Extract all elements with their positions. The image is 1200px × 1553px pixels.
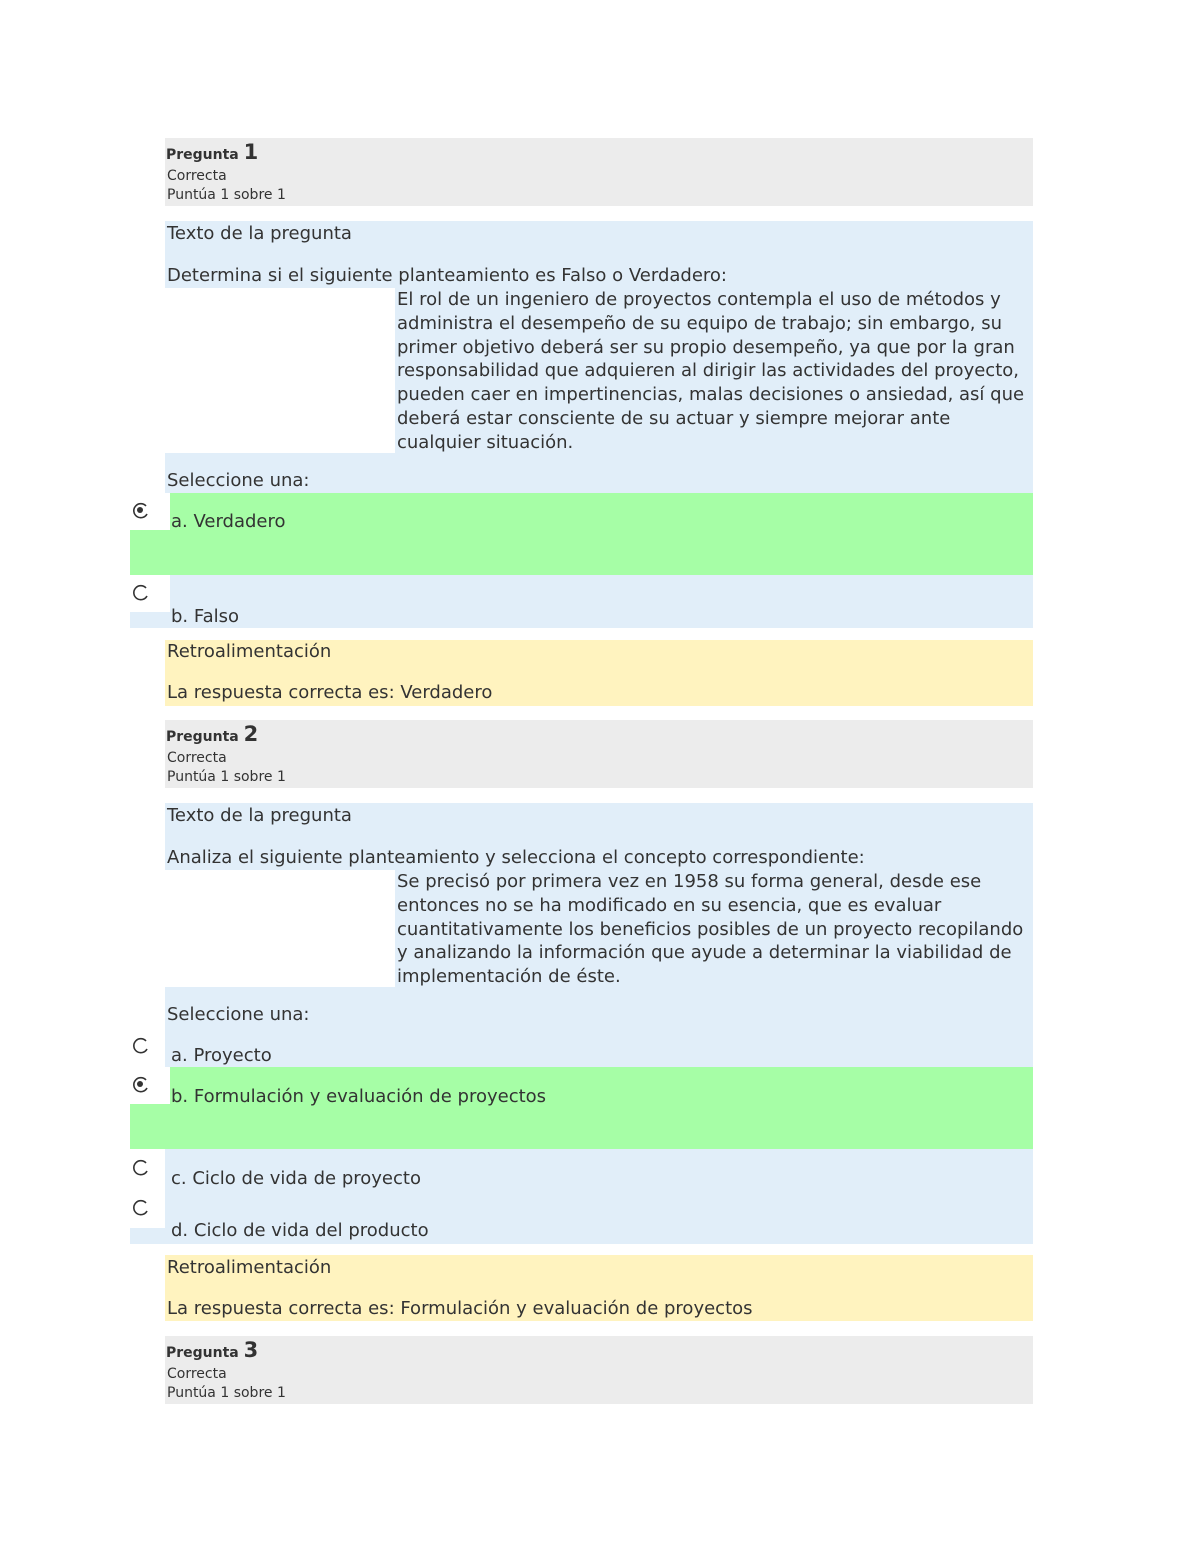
statement-line: entonces no se ha modificado en su esencia, que es evaluar <box>397 894 942 916</box>
question-grade: Puntúa 1 sobre 1 <box>167 769 286 785</box>
feedback-correct-answer: La respuesta correcta es: Verdadero <box>167 682 493 703</box>
answer-option-label[interactable]: c. Ciclo de vida de proyecto <box>171 1168 421 1189</box>
question-number: 1 <box>243 140 259 164</box>
radio-unselected-icon[interactable] <box>131 1157 151 1179</box>
statement-line: pueden caer en impertinencias, malas decisiones o ansiedad, así que <box>397 384 1025 406</box>
answer-highlight <box>130 530 170 575</box>
question-1-indent <box>165 288 395 453</box>
radio-selected-icon[interactable] <box>131 1074 151 1096</box>
answer-option-label: a. Verdadero <box>171 511 286 532</box>
answer-option-label: b. Falso <box>171 606 239 627</box>
question-3-info <box>165 1336 1033 1404</box>
answer-option-label: b. Formulación y evaluación de proyectos <box>171 1086 547 1107</box>
statement-line: primer objetivo deberá ser su propio desempeño, ya que por la gran <box>397 336 1015 358</box>
question-state: Correcta <box>167 1366 227 1382</box>
question-2-indent <box>165 870 395 987</box>
select-one-label: Seleccione una: <box>167 470 310 491</box>
statement-line: El rol de un ingeniero de proyectos contempla el uso de métodos y <box>397 289 1001 310</box>
answer-row-bg <box>130 1228 170 1244</box>
answer-option-label[interactable]: d. Ciclo de vida del producto <box>171 1220 429 1241</box>
statement-line: responsabilidad que adquieren al dirigir las actividades del proyecto, <box>397 360 1019 382</box>
question-title <box>166 140 258 164</box>
radio-unselected-icon[interactable] <box>131 1197 151 1219</box>
question-state: Correcta <box>167 750 227 766</box>
question-statement <box>397 288 1024 455</box>
statement-line: deberá estar consciente de su actuar y siempre mejorar ante <box>397 407 951 429</box>
radio-unselected-icon[interactable] <box>131 582 151 604</box>
question-prompt: Determina si el siguiente planteamiento es Falso o Verdadero: <box>167 265 727 286</box>
statement-line: cualquier situación. <box>397 431 574 453</box>
question-text-heading: Texto de la pregunta <box>167 805 352 826</box>
answer-option-label[interactable]: a. Proyecto <box>171 1045 272 1066</box>
question-label: Pregunta <box>166 1345 239 1361</box>
question-label: Pregunta <box>166 729 239 745</box>
feedback-heading: Retroalimentación <box>167 1257 332 1278</box>
feedback-heading: Retroalimentación <box>167 641 332 662</box>
answer-row-bg <box>130 612 170 628</box>
question-statement <box>397 870 1023 989</box>
question-number: 2 <box>243 722 259 746</box>
statement-line: administra el desempeño de su equipo de trabajo; sin embargo, su <box>397 312 1003 334</box>
statement-line: cuantitativamente los beneficios posibles de un proyecto recopilando <box>397 918 1024 940</box>
statement-line: Se precisó por primera vez en 1958 su forma general, desde ese <box>397 871 982 892</box>
question-number: 3 <box>243 1338 259 1362</box>
question-2-info <box>165 720 1033 788</box>
question-prompt: Analiza el siguiente planteamiento y selecciona el concepto correspondiente: <box>167 847 865 868</box>
answer-highlight <box>130 1104 170 1149</box>
answer-option-b[interactable] <box>170 575 1033 628</box>
radio-unselected-icon[interactable] <box>131 1035 151 1057</box>
question-grade: Puntúa 1 sobre 1 <box>167 1385 286 1401</box>
feedback-correct-answer: La respuesta correcta es: Formulación y evaluación de proyectos <box>167 1298 753 1319</box>
radio-selected-icon[interactable] <box>131 500 151 522</box>
question-label: Pregunta <box>166 147 239 163</box>
question-title <box>166 1338 258 1362</box>
statement-line: implementación de éste. <box>397 966 621 988</box>
question-title <box>166 722 258 746</box>
select-one-label: Seleccione una: <box>167 1004 310 1025</box>
question-1-info <box>165 138 1033 206</box>
question-grade: Puntúa 1 sobre 1 <box>167 187 286 203</box>
answer-option-a[interactable] <box>170 493 1033 575</box>
statement-line: y analizando la información que ayude a determinar la viabilidad de <box>397 942 1012 964</box>
question-text-heading: Texto de la pregunta <box>167 223 352 244</box>
question-state: Correcta <box>167 168 227 184</box>
